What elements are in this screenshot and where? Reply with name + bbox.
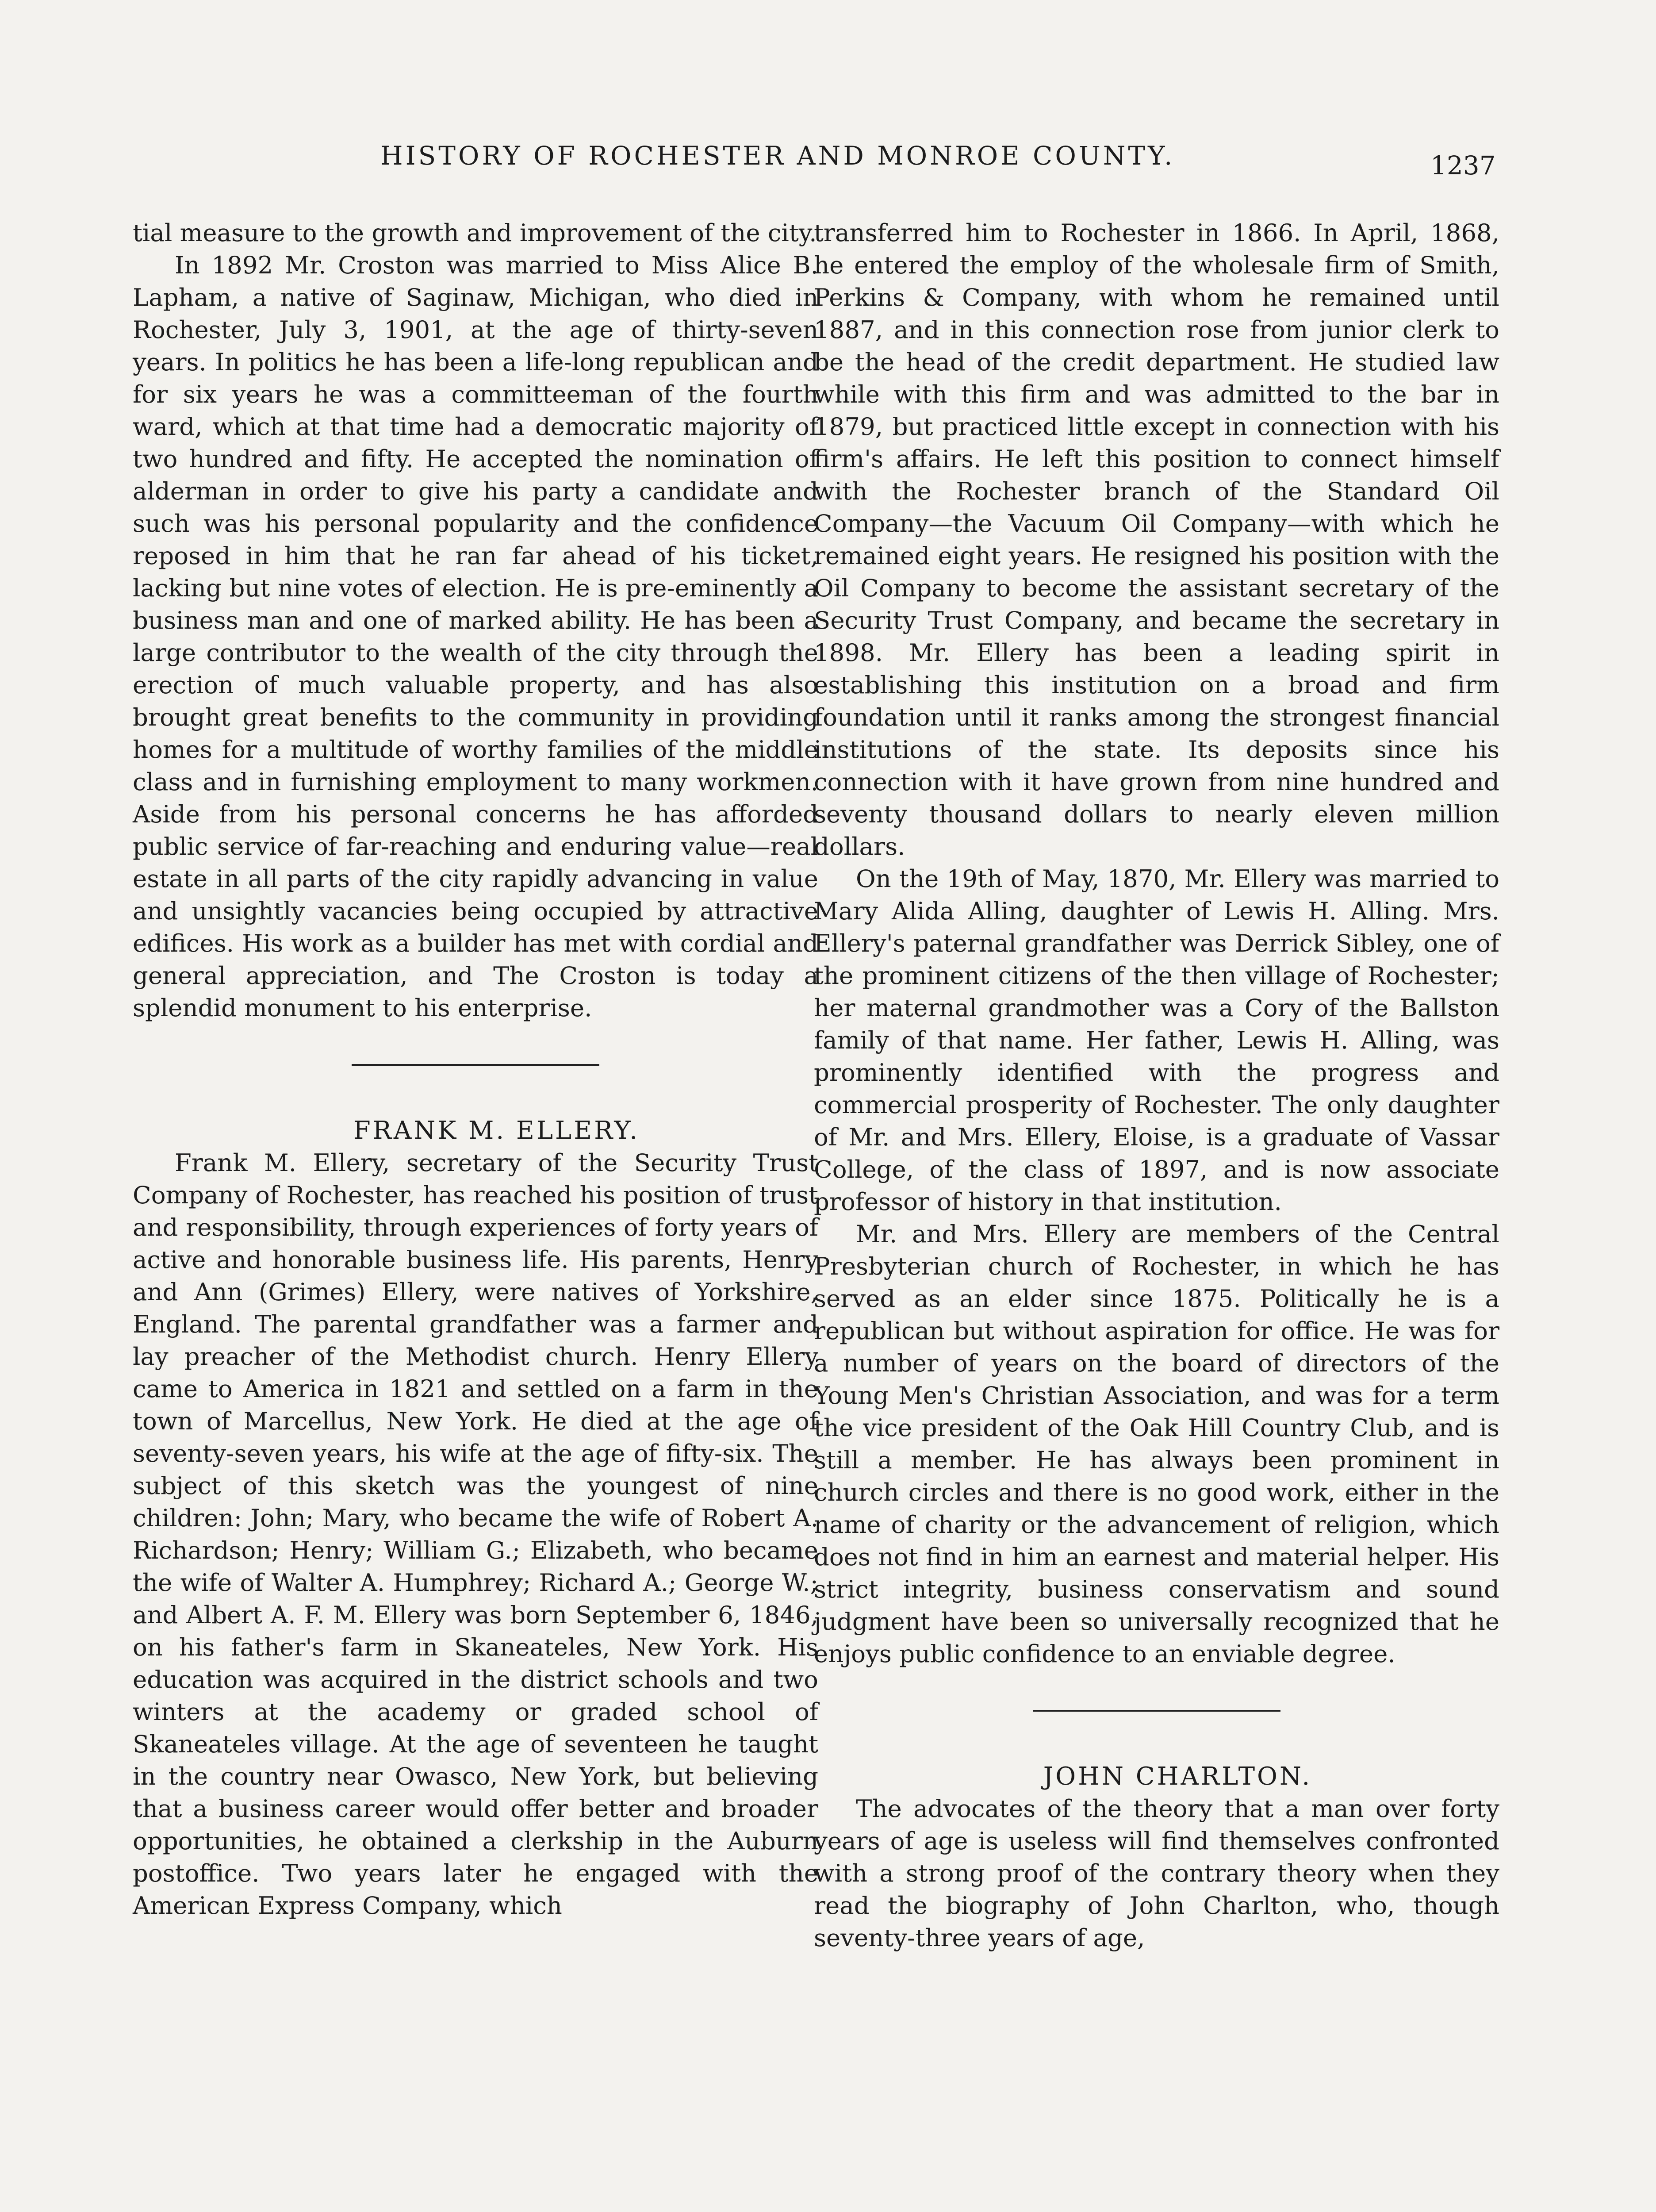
section-heading-john-charlton: JOHN CHARLTON. bbox=[1043, 1762, 1312, 1791]
ellery-biography-paragraph: Frank M. Ellery, secretary of the Security Trust Company of Rochester, has reached his position of trust and responsibility, through experiences of forty years of active and honorable business life. His parents, Henry and Ann (Grimes) Ellery, were natives of Yorkshire, England. The parental grandfather was a farmer and lay preacher of the Methodist church. Henry Ellery came to America in 1821 and settled on a farm in the town of Marcellus, New York. He died at the age of seventy-seven years, his wife at the age of fifty-six. The subject of this sketch was the youngest of nine children: John; Mary, who became the wife of Robert A. Richardson; Henry; William G.; Elizabeth, who became the wife of Walter A. Humphrey; Richard A.; George W.; and Albert A. F. M. Ellery was born September 6, 1846, on his father's farm in Skaneateles, New York. His education was acquired in the district schools and two winters at the academy or graded school of Skaneateles village. At the age of seventeen he taught in the country near Owasco, New York, but believing that a business career would offer better and broader opportunities, he obtained a clerkship in the Auburn postoffice. Two years later he engaged with the American Express Company, which bbox=[133, 1148, 818, 1920]
section-divider bbox=[352, 1064, 599, 1066]
right-column bbox=[814, 217, 1499, 1954]
section-heading-frank-ellery: FRANK M. ELLERY. bbox=[353, 1116, 640, 1145]
running-head: HISTORY OF ROCHESTER AND MONROE COUNTY. bbox=[380, 141, 1175, 171]
ellery-marriage-paragraph: On the 19th of May, 1870, Mr. Ellery was married to Mary Alida Alling, daughter of Lewis H. Alling. Mrs. Ellery's paternal grandfather was Derrick Sibley, one of the prominent citizens of the then village of Rochester; her maternal grandmother was a Cory of the Ballston family of that name. Her father, Lewis H. Alling, was prominently identified with the progress and commercial prosperity of Rochester. The only daughter of Mr. and Mrs. Ellery, Eloise, is a graduate of Vassar College, of the class of 1897, and is now associate professor of history in that institution. bbox=[814, 864, 1499, 1216]
charlton-intro-paragraph: The advocates of the theory that a man over forty years of age is useless will find themselves confronted with a strong proof of the contrary theory when they read the biography of John Charlton, who, though seventy-three years of age, bbox=[814, 1794, 1499, 1952]
croston-marriage-politics-paragraph: In 1892 Mr. Croston was married to Miss Alice B. Lapham, a native of Saginaw, Michigan, who died in Rochester, July 3, 1901, at the age of thirty-seven years. In politics he has been a life-long republican and for six years he was a committeeman of the fourth ward, which at that time had a democratic majority of two hundred and fifty. He accepted the nomination of alderman in order to give his party a candidate and such was his personal popularity and the confidence reposed in him that he ran far ahead of his ticket, lacking but nine votes of election. He is pre-eminently a business man and one of marked ability. He has been a large contributor to the wealth of the city through the erection of much valuable property, and has also brought great benefits to the community in providing homes for a multitude of worthy families of the middle class and in furnishing employment to many workmen. Aside from his personal concerns he has afforded public service of far-reaching and enduring value—real estate in all parts of the city rapidly advancing in value and unsightly vacancies being occupied by attractive edifices. His work as a builder has met with cordial and general appreciation, and The Croston is today a splendid monument to his enterprise. bbox=[133, 251, 818, 1022]
ellery-church-paragraph: Mr. and Mrs. Ellery are members of the Central Presbyterian church of Rochester, in which he has served as an elder since 1875. Politically he is a republican but without aspiration for office. He was for a number of years on the board of directors of the Young Men's Christian Association, and was for a term the vice president of the Oak Hill Country Club, and is still a member. He has always been prominent in church circles and there is no good work, either in the name of charity or the advancement of religion, which does not find in him an earnest and material helper. His strict integrity, business conservatism and sound judgment have been so universally recognized that he enjoys public confidence to an enviable degree. bbox=[814, 1220, 1499, 1668]
page-number: 1237 bbox=[1430, 150, 1496, 180]
croston-continuation-paragraph: tial measure to the growth and improvement of the city. bbox=[133, 219, 817, 247]
ellery-career-paragraph: transferred him to Rochester in 1866. In April, 1868, he entered the employ of the wholesale firm of Smith, Perkins & Company, with whom he remained until 1887, and in this connection rose from junior clerk to be the head of the credit department. He studied law while with this firm and was admitted to the bar in 1879, but practiced little except in connection with his firm's affairs. He left this position to connect himself with the Rochester branch of the Standard Oil Company—the Vacuum Oil Company—with which he remained eight years. He resigned his position with the Oil Company to become the assistant secretary of the Security Trust Company, and became the secretary in 1898. Mr. Ellery has been a leading spirit in establishing this institution on a broad and firm foundation until it ranks among the strongest financial institutions of the state. Its deposits since his connection with it have grown from nine hundred and seventy thousand dollars to nearly eleven million dollars. bbox=[814, 219, 1499, 860]
section-divider bbox=[1033, 1710, 1280, 1712]
left-column bbox=[133, 217, 818, 1922]
